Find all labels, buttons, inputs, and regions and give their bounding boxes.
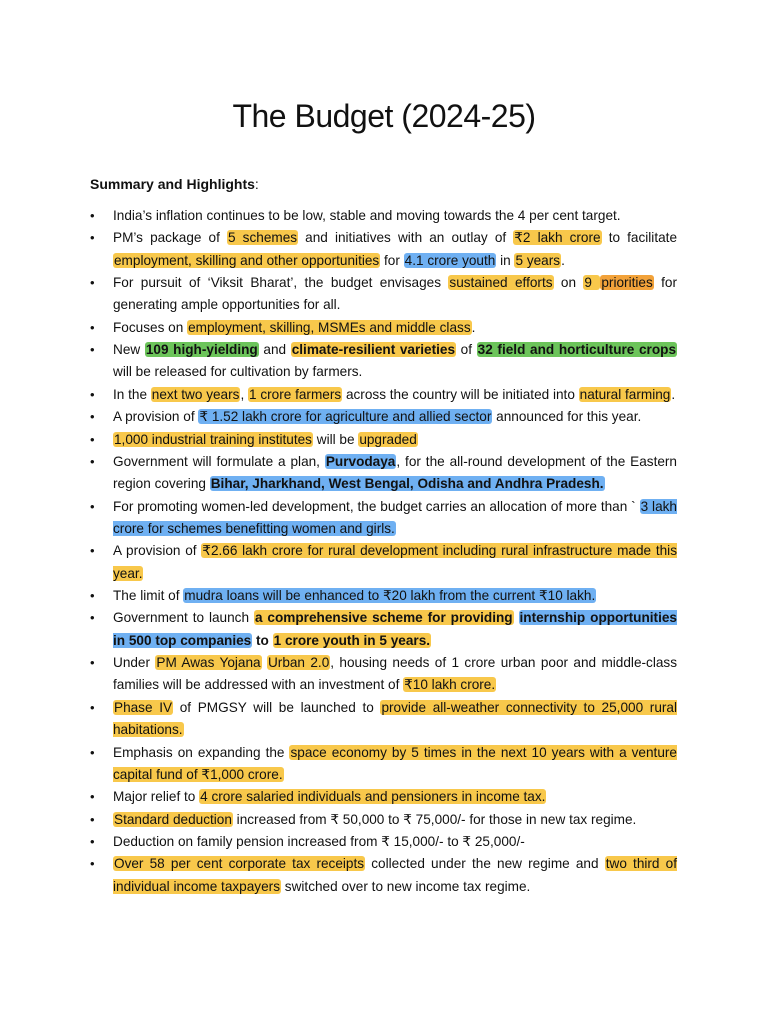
list-item (90, 831, 677, 853)
list-item-text: Emphasis on expanding the (113, 744, 290, 760)
list-item (90, 607, 677, 652)
highlighted-text: employment, skilling, MSMEs and middle class (188, 319, 471, 335)
list-item (90, 585, 677, 607)
highlighted-text: 1 crore youth in 5 years. (273, 632, 431, 648)
highlighted-text: 1,000 industrial training institutes (114, 431, 312, 447)
list-item-text: New (113, 342, 145, 358)
list-item-text: and initiatives with an outlay of (298, 230, 514, 246)
highlighted-text: mudra loans will be enhanced to ₹20 lakh from the current ₹10 lakh. (184, 588, 596, 604)
list-item-text: Major relief to (113, 789, 200, 805)
list-item-text: in (496, 252, 515, 268)
highlighted-text: priorities (601, 275, 653, 291)
list-item (90, 205, 677, 227)
list-item-text: A provision of (113, 543, 202, 559)
highlighted-text: PM Awas Yojana (156, 655, 261, 671)
highlighted-text: natural farming (579, 386, 671, 402)
highlighted-text: ₹2.66 lakh crore for rural development including rural infrastructure made this year. (113, 543, 677, 581)
highlighted-text: employment, skilling and other opportunities (114, 252, 380, 268)
list-item (90, 317, 677, 339)
list-item-text: Deduction on family pension increased from ₹ 15,000/- to ₹ 25,000/- (113, 834, 525, 849)
list-item-text: to (252, 632, 273, 648)
highlighted-text: 32 field and horticulture crops (477, 342, 676, 358)
highlighted-text: Purvodaya (325, 454, 396, 470)
highlighted-text: Bihar, Jharkhand, West Bengal, Odisha and Andhra Pradesh. (210, 476, 604, 492)
list-item-text: for generating ample opportunities for all. (113, 275, 677, 313)
highlighted-text: provide all-weather connectivity to 25,000 rural habitations. (113, 699, 678, 738)
highlighted-text: 3 lakh crore for schemes benefitting women and girls. (113, 498, 677, 536)
list-item-text: and (258, 342, 291, 358)
list-item-text: , (240, 386, 249, 402)
highlighted-text: 5 schemes (228, 230, 298, 246)
highlighted-text: Urban 2.0 (267, 655, 330, 671)
highlighted-text: Standard deduction (114, 811, 232, 827)
highlighted-text: ₹2 lakh crore (514, 230, 601, 246)
list-item-text: India’s inflation continues to be low, stable and moving towards the 4 per cent target. (113, 208, 621, 223)
highlighted-text: space economy by 5 times in the next 10 years with a venture capital fund of ₹1,000 crore. (113, 744, 677, 782)
list-item-text: increased from ₹ 50,000 to ₹ 75,000/- for those in new tax regime. (232, 811, 637, 827)
highlighted-text: 5 years (515, 252, 561, 268)
list-item (90, 429, 677, 451)
list-item-text: for (380, 252, 404, 268)
highlighted-text: a comprehensive scheme for providing (254, 610, 513, 626)
list-item-text: announced for this year. (492, 409, 642, 425)
highlighted-text: 109 high-yielding (145, 342, 258, 358)
list-item-text: to facilitate (601, 230, 678, 246)
list-item (90, 697, 677, 742)
subheading-colon: : (254, 176, 259, 192)
highlighted-text: 1 crore farmers (249, 386, 342, 402)
highlighted-text: 4 crore salaried individuals and pensioners in income tax. (200, 789, 546, 805)
list-item (90, 652, 677, 697)
subheading-text: Summary and Highlights (90, 176, 255, 192)
document-title: The Budget (2024-25) (232, 98, 536, 134)
list-item (90, 742, 677, 787)
list-item (90, 496, 677, 541)
list-item (90, 853, 677, 898)
list-item (90, 272, 677, 317)
list-item (90, 339, 677, 384)
list-item-text: will be (312, 431, 359, 447)
list-item-text: switched over to new income tax regime. (281, 878, 531, 894)
highlights-list (90, 205, 677, 898)
highlighted-text: sustained efforts (449, 275, 553, 291)
list-item-text: PM’s package of (113, 230, 227, 246)
highlighted-text: ₹ 1.52 lakh crore for agriculture and allied sector (199, 409, 492, 425)
section-subheading (90, 175, 259, 193)
list-item-text: will be released for cultivation by farmers. (113, 364, 363, 380)
list-item-text: For pursuit of ‘Viksit Bharat’, the budget envisages (113, 275, 449, 291)
list-item-text: , for the all-round development of the Eastern region covering (113, 454, 677, 492)
list-item-text: . (561, 252, 565, 268)
highlighted-text: 4.1 crore youth (404, 252, 496, 268)
list-item-text: Government will formulate a plan, (113, 454, 325, 470)
list-item-text: A provision of (113, 409, 199, 425)
highlighted-text: upgraded (359, 431, 417, 447)
list-item (90, 786, 677, 808)
highlighted-text: Phase IV (114, 699, 173, 715)
highlighted-text: Over 58 per cent corporate tax receipts (114, 856, 365, 872)
list-item (90, 451, 677, 496)
highlighted-text: internship opportunities in 500 top companies (113, 610, 677, 648)
highlighted-text: two third of individual income taxpayers (113, 856, 677, 894)
highlighted-text: 9 (584, 275, 600, 291)
list-item-text: For promoting women-led development, the budget carries an allocation of more than ` (113, 498, 640, 514)
highlighted-text: climate-resilient varieties (291, 342, 456, 358)
list-item-text: , housing needs of 1 crore urban poor and middle-class families will be addressed with an investment of (113, 655, 678, 693)
list-item (90, 406, 677, 428)
list-item-text: of (456, 342, 477, 358)
list-item-text: The limit of (113, 588, 184, 604)
list-item-text: of PMGSY will be launched to (173, 699, 381, 715)
highlighted-text: ₹10 lakh crore. (404, 677, 496, 693)
list-item-text: Focuses on (113, 319, 188, 335)
highlighted-text: next two years (151, 386, 240, 402)
list-item (90, 540, 677, 585)
list-item (90, 809, 677, 831)
list-item (90, 384, 677, 406)
list-item-text: collected under the new regime and (365, 856, 605, 872)
list-item-text: . (671, 386, 676, 402)
list-item-text: Under (113, 655, 156, 671)
list-item (90, 227, 677, 272)
list-item-text: across the country will be initiated into (342, 386, 579, 402)
list-item-text: Government to launch (113, 610, 254, 626)
list-item-text (514, 610, 519, 625)
list-item-text: on (553, 275, 584, 291)
list-item-text: In the (113, 386, 151, 402)
list-item-text: . (471, 319, 476, 335)
